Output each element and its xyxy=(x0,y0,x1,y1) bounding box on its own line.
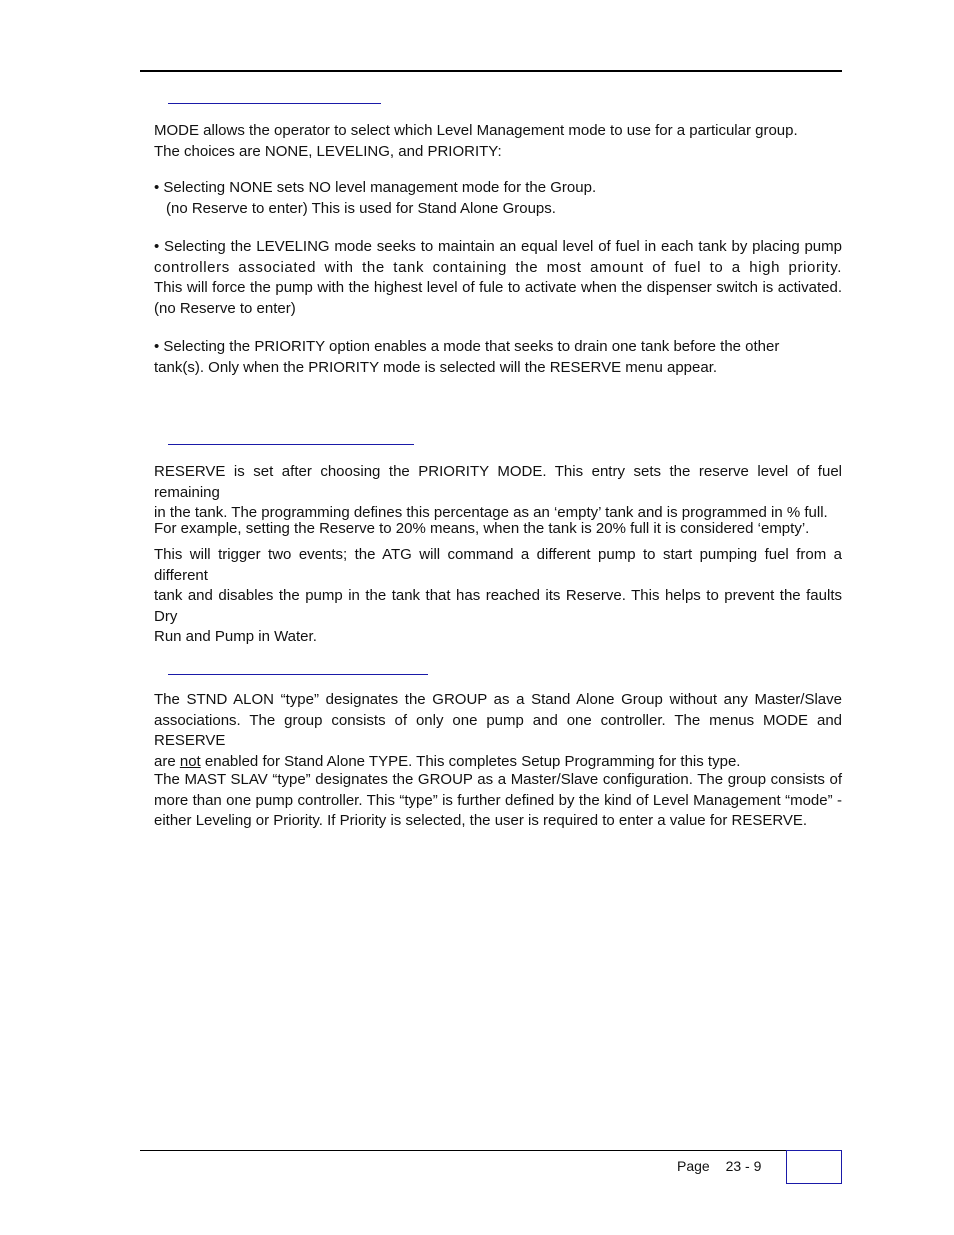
text-line: tank(s). Only when the PRIORITY mode is selected will the RESERVE menu appear. xyxy=(154,358,718,376)
text-line: controllers associated with the tank containing the most amount of fuel to a high priority. xyxy=(154,258,842,276)
text-line: tank and disables the pump in the tank that has reached its Reserve. This helps to prevent the faults Dry xyxy=(154,587,842,625)
text-line: The STND ALON “type” designates the GROUP as a Stand Alone Group without any Master/Slave xyxy=(154,691,842,708)
reserve-heading-underline xyxy=(168,444,414,445)
mode-priority-bullet xyxy=(154,337,842,378)
text-line: RESERVE is set after choosing the PRIORITY MODE. This entry sets the reserve level of fuel remaining xyxy=(154,463,842,501)
text-line: associations. The group consists of only one pump and one controller. The menus MODE and RESERVE xyxy=(154,711,842,749)
reserve-events xyxy=(154,545,842,648)
text-line: The choices are NONE, LEVELING, and PRIORITY: xyxy=(154,142,502,160)
page-number: 23 - 9 xyxy=(725,1158,762,1174)
page-footer xyxy=(677,1158,761,1174)
mode-leveling-bullet xyxy=(154,237,842,319)
text-line: (no Reserve to enter) This is used for Stand Alone Groups. xyxy=(166,199,556,217)
reserve-example xyxy=(154,519,842,540)
header-rule xyxy=(140,70,842,72)
reserve-intro xyxy=(154,462,842,524)
text-line: in the tank. The programming defines this percentage as an ‘empty’ tank and is programmed in % full. xyxy=(154,504,828,521)
footer-rule xyxy=(140,1150,842,1151)
text-line: For example, setting the Reserve to 20% means, when the tank is 20% full it is considered ‘empty’. xyxy=(154,520,810,537)
text-line: either Leveling or Priority. If Priority is selected, the user is required to enter a value for RESERVE. xyxy=(154,812,808,829)
text-line: This will force the pump with the highest level of fule to activate when the dispenser switch is activated. xyxy=(154,279,842,296)
underlined-not: not xyxy=(179,752,201,770)
text-line: more than one pump controller. This “type” is further defined by the kind of Level Management “mode” - xyxy=(154,791,842,809)
page-label: Page xyxy=(677,1158,710,1174)
text-segment: enabled for Stand Alone TYPE. This completes Setup Programming for this type. xyxy=(200,752,741,770)
text-line: • Selecting the LEVELING mode seeks to maintain an equal level of fuel in each tank by placing pump xyxy=(154,238,842,255)
type-mast-slav xyxy=(154,770,842,832)
text-line: • Selecting the PRIORITY option enables a mode that seeks to drain one tank before the other xyxy=(154,338,780,355)
mode-heading-underline xyxy=(168,103,381,104)
type-heading-underline xyxy=(168,674,428,675)
text-segment: are xyxy=(154,752,180,770)
mode-none-bullet xyxy=(154,178,842,219)
type-stnd-alon xyxy=(154,690,842,772)
text-line: This will trigger two events; the ATG will command a different pump to start pumping fuel from a different xyxy=(154,546,842,584)
text-line: MODE allows the operator to select which Level Management mode to use for a particular group. xyxy=(154,122,798,139)
text-line xyxy=(154,752,842,773)
text-line: (no Reserve to enter) xyxy=(154,299,296,317)
text-line: • Selecting NONE sets NO level management mode for the Group. xyxy=(154,179,597,196)
text-line: The MAST SLAV “type” designates the GROUP as a Master/Slave configuration. The group consists of xyxy=(154,771,842,788)
mode-intro xyxy=(154,121,842,162)
footer-box xyxy=(786,1150,842,1184)
text-line: Run and Pump in Water. xyxy=(154,628,317,645)
